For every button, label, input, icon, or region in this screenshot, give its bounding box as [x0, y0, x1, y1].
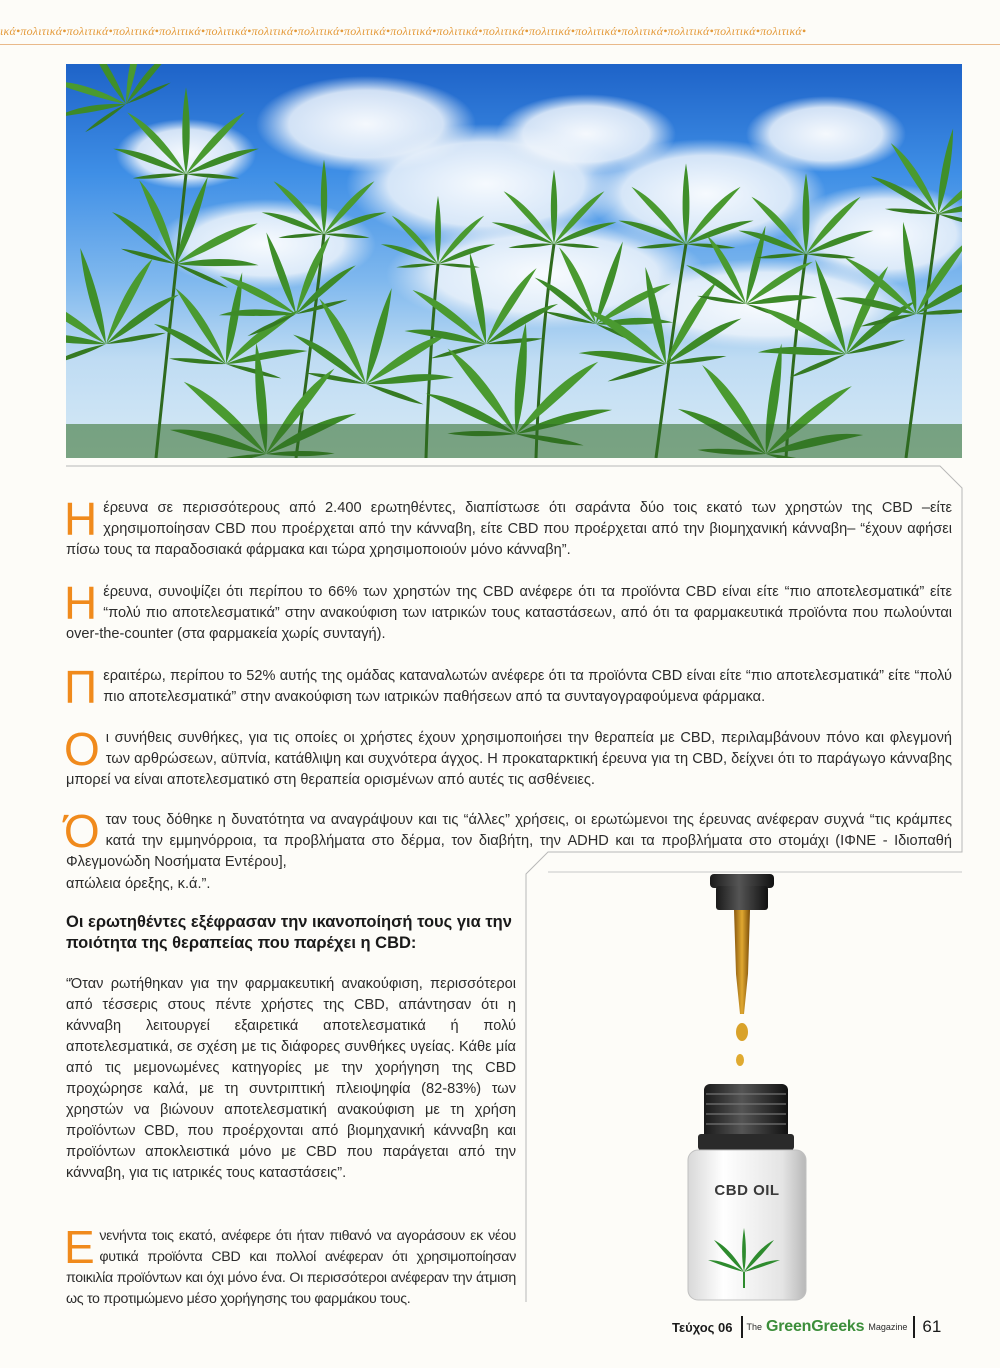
- paragraph-text: νενήντα τοις εκατό, ανέφερε ότι ήταν πιθανό να αγοράσουν εκ νέου φυτικά προϊόντα CBD και πολλοί ανέφεραν ότι χρησιμοποίησαν ποικιλία προϊόντων και όχι μόνο ένα. Οι περισσότεροι ανέφεραν την άτμιση ως το προτιμώμενο μέσο χορήγησης του φαρμάκου τους.: [66, 1228, 516, 1307]
- dropcap: Η: [64, 577, 98, 629]
- header-band: [0, 20, 1000, 42]
- issue-number: Τεύχος 06: [672, 1319, 733, 1335]
- header-band-text: ικά•πολιτικά•πολιτικά•πολιτικά•πολιτικά•πολιτικά•πολιτικά•πολιτικά•πολιτικά•πολιτικά•πολιτικά•πολιτικά•πολιτικά•πολιτικά•πολιτικά•πολιτικά•πολιτικά•πολιτικά•: [0, 24, 807, 38]
- article-paragraph-2: [64, 577, 952, 645]
- article-paragraph-1: [64, 493, 952, 561]
- product-label: CBD OIL: [714, 1182, 780, 1199]
- quote-paragraph: “Όταν ρωτήθηκαν για την φαρμακευτική ανακούφιση, περισσότεροι από τέσσερις στους πέντε χρήστες της CBD, απάντησαν ότι η κάνναβη λειτουργεί εξαιρετικά αποτελεσματικά ή πολύ αποτελεσματικά, σε σχέση με τις διάφορες συνθήκες υγείας. Κάθε μία από τις μεμονωμένες κατηγορίες με την χορήγηση της CBD προχώρησε καλά, με τη συντριπτική πλειοψηφία (82-83%) των χρηστών να βιώνουν αποτελεσματική ανακούφιση με τη χρήση προϊόντων CBD, που προέρχονται από βιομηχανική κάνναβη και προϊόντων αποκλειστικά μόνο με CBD που παράγεται από την κάνναβη, για τις ιατρικές τους καταστάσεις”.: [66, 976, 516, 1181]
- paragraph-text: έρευνα, συνοψίζει ότι περίπου το 66% των χρηστών της CBD ανέφερε ότι τα προϊόντα CBD είναι είτε “πιο αποτελεσματικά” είτε “πολύ πιο αποτελεσματικά” στην ανακούφιση των ιατρικών τους καταστάσεων, από ότι τα φαρμακευτικά προϊόντα που πωλούνται over-the-counter (στα φαρμακεία χωρίς συνταγή).: [66, 584, 952, 642]
- dropcap: Η: [64, 493, 98, 545]
- paragraph-text: απώλεια όρεξης, κ.ά.”.: [66, 876, 211, 892]
- page-footer: [672, 1314, 941, 1340]
- brand-green: Green: [766, 1318, 812, 1335]
- paragraph-text: ι συνήθεις συνθήκες, για τις οποίες οι χρήστες έχουν χρησιμοποιήσει την θεραπεία με CBD, περιλαμβάνουν πόνο και φλεγμονή των αρθρώσεων, αϋπνία, κατάθλιψη και συχνότερα άγχος. Η προκαταρκτική έρευνα για τη CBD, δείχνει ότι το παράγωγο κάνναβης μπορεί να είναι αποτελεσματικό στη θεραπεία ορισμένων από αυτές τις ασθένειες.: [66, 730, 952, 788]
- hero-photo: [66, 64, 962, 458]
- dropcap: Ο: [64, 723, 100, 775]
- article-paragraph-3: [64, 661, 952, 713]
- cbd-oil-bottle-image: [548, 864, 968, 1314]
- footer-divider: [741, 1316, 743, 1338]
- dropcap: Ό: [64, 805, 100, 857]
- article-paragraph-4: [64, 723, 952, 791]
- page-number: 61: [922, 1317, 942, 1336]
- header-rule: [0, 44, 1000, 45]
- brand-logo: [766, 1318, 864, 1336]
- paragraph-text: ταν τους δόθηκε η δυνατότητα να αναγράψουν και τις “άλλες” χρήσεις, οι ερωτώμενοι της έρευνας ανέφεραν συχνά “τις κράμπες κατά την εμμηνόρροια, τα προβλήματα στο δέρμα, τον διαβήτη, την ADHD και τα προβλήματα στο στομάχι (ΙΦΝΕ - Ιδιοπαθή Φλεγμονώδη Νοσήματα Εντέρου],: [66, 812, 952, 870]
- article-paragraph-6: [66, 874, 526, 895]
- brand-magazine: Magazine: [868, 1322, 908, 1332]
- paragraph-text: έρευνα σε περισσότερους από 2.400 ερωτηθέντες, διαπίστωσε ότι σαράντα δύο τοις εκατό των χρηστών της CBD –είτε χρησιμοποίησαν CBD που προέρχεται από την κάνναβη, είτε CBD που προέρχεται από την βιομηχανική κάνναβη– “έχουν αφήσει πίσω τους τα παραδοσιακά φάρμακα και τώρα χρησιμοποιούν μόνο κάνναβη”.: [66, 500, 952, 558]
- article-paragraph-last: [64, 1221, 516, 1310]
- section-heading: Οι ερωτηθέντες εξέφρασαν την ικανοποίησή τους για την ποιότητα της θεραπείας που παρέχει η CBD:: [66, 913, 512, 952]
- dropcap: Ε: [64, 1221, 95, 1273]
- dropper-bottle-icon: [548, 864, 968, 1314]
- brand-the: The: [746, 1322, 763, 1332]
- paragraph-text: εραιτέρω, περίπου το 52% αυτής της ομάδας καταναλωτών ανέφερε ότι τα προϊόντα CBD είναι είτε “πιο αποτελεσματικά” είτε “πολύ πιο αποτελεσματικά” στην ανακούφιση των ιατρικών παθήσεων από τα συνταγογραφούμενα φάρμακα.: [103, 668, 952, 705]
- cannabis-sky-illustration: [66, 64, 962, 458]
- dropcap: Π: [64, 661, 98, 713]
- brand-greeks: Greeks: [811, 1318, 865, 1335]
- footer-divider: [913, 1316, 915, 1338]
